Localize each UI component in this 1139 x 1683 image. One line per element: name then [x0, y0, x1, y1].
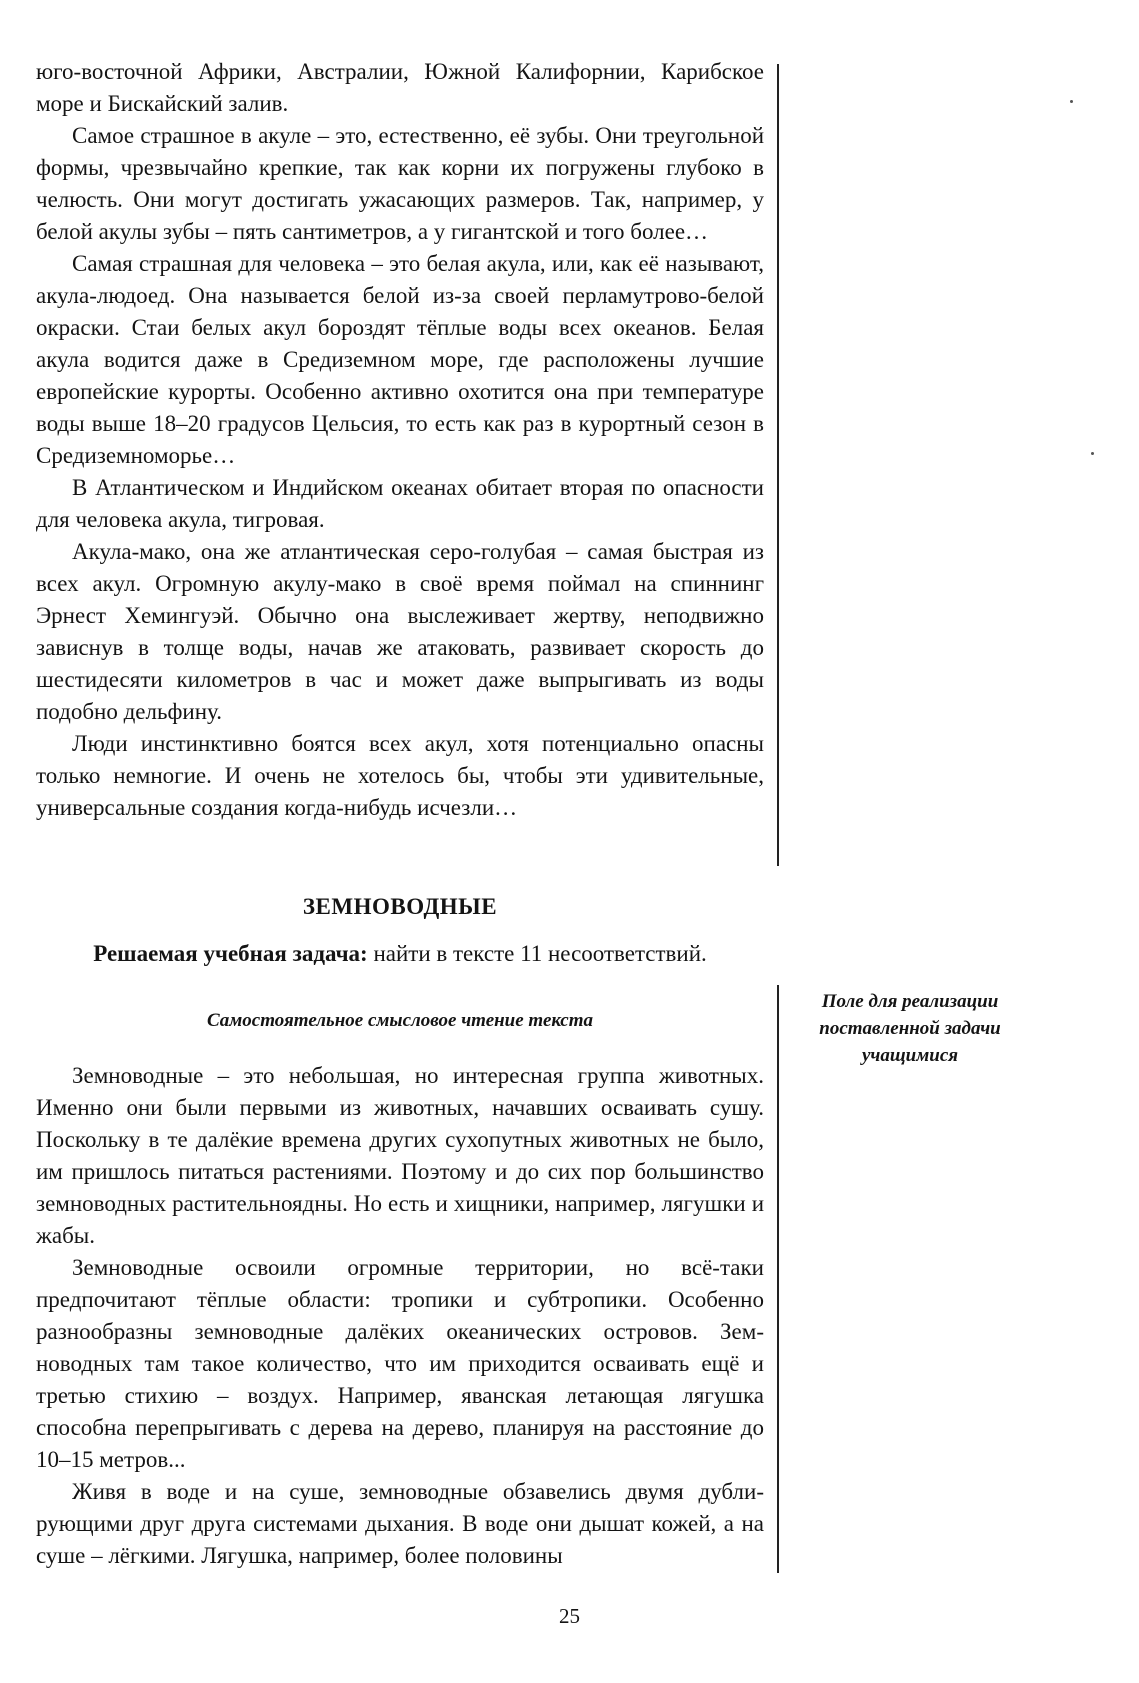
scan-speck [1091, 452, 1094, 455]
paragraph-amphibians-breathing: Живя в воде и на суше, земноводные обзавелись двумя дублирующими друг друга системами дыхания. В воде они дышат кожей, а на суше – лёгкими. Лягушка, например, более половины [36, 1479, 764, 1568]
reading-subheading: Самостоятельное смысловое чтение текста [206, 1010, 594, 1031]
paragraph-continuation: юго-восточной Африки, Австралии, Южной Калифорнии, Карибское море и Бискайский залив. [36, 59, 764, 116]
margin-rule-bottom [777, 985, 779, 1573]
learning-task-label: Решаемая учебная задача: [93, 941, 368, 966]
learning-task-text: найти в тексте 11 несоответствий. [367, 941, 707, 966]
paragraph-shark-teeth: Самое страшное в акуле – это, естественно, её зубы. Они треугольной формы, чрезвычайно крепкие, так как корни их погружены глубоко в челюсть. Они могут достигать ужасающих размеров. Так, например, у белой акулы зубы – пять сантиметров, а у гигантской и того более… [36, 123, 764, 244]
amphibians-text-column [36, 1060, 764, 1572]
side-note-answer-field: Поле для реализации поставленной задачи учащимися [819, 991, 1001, 1066]
paragraph-white-shark: Самая страшная для человека – это белая акула, или, как её называют, акула-людоед. Она называется белой из-за своей перламутрово-белой окраски. Стаи белых акул бороздят тёплые воды всех океанов. Белая акула водится даже в Средиземном море, где расположены лучшие европейские курорты. Особенно активно охотится она при температуре воды выше 18–20 градусов Цельсия, то есть как раз в курортный сезон в Средиземноморье… [36, 251, 764, 468]
paragraph-amphibians-intro: Земноводные – это небольшая, но интересная группа животных. Именно они были первыми из животных, начавших осваивать сушу. Поскольку в те далёкие времена других сухопутных животных не было, им пришлось питаться растениями. Поэтому и до сих пор большинство земноводных растительноядны. Но есть и хищники, например, лягушки и жабы. [36, 1063, 764, 1248]
paragraph-amphibians-habitat: Земноводные освоили огромные территории, но всё-таки предпочитают тёплые области: тропики и субтропики. Особенно разнообразны земноводные далёких океанических островов. Земноводных там такое количество, что им приходится осваивать ещё и третью стихию – воздух. Например, яванская летающая лягушка способна перепрыгивать с дерева на дерево, планируя на расстояние до 10–15 метров... [36, 1255, 764, 1472]
paragraph-tiger-shark: В Атлантическом и Индийском океанах обитает вторая по опасности для человека акула, тигровая. [36, 475, 764, 532]
page-number: 25 [559, 1604, 580, 1628]
paragraph-shark-conclusion: Люди инстинктивно боятся всех акул, хотя потенциально опасны только немногие. И очень не хотелось бы, чтобы эти удивительные, универсальные создания когда-нибудь исчезли… [36, 731, 764, 820]
learning-task [36, 938, 764, 970]
main-text-column [36, 56, 764, 824]
paragraph-mako-shark: Акула-мако, она же атлантическая серо-голубая – самая быстрая из всех акул. Огромную акулу-мако в своё время поймал на спиннинг Эрнест Хемингуэй. Обычно она выслеживает жертву, неподвижно зависнув в толще воды, начав же атаковать, развивает скорость до шестидесяти километров в час и может даже выпрыгивать из воды подобно дельфину. [36, 539, 764, 724]
section-heading: ЗЕМНОВОДНЫЕ [302, 894, 498, 919]
scan-speck [1070, 100, 1073, 103]
margin-rule-top [777, 64, 779, 866]
